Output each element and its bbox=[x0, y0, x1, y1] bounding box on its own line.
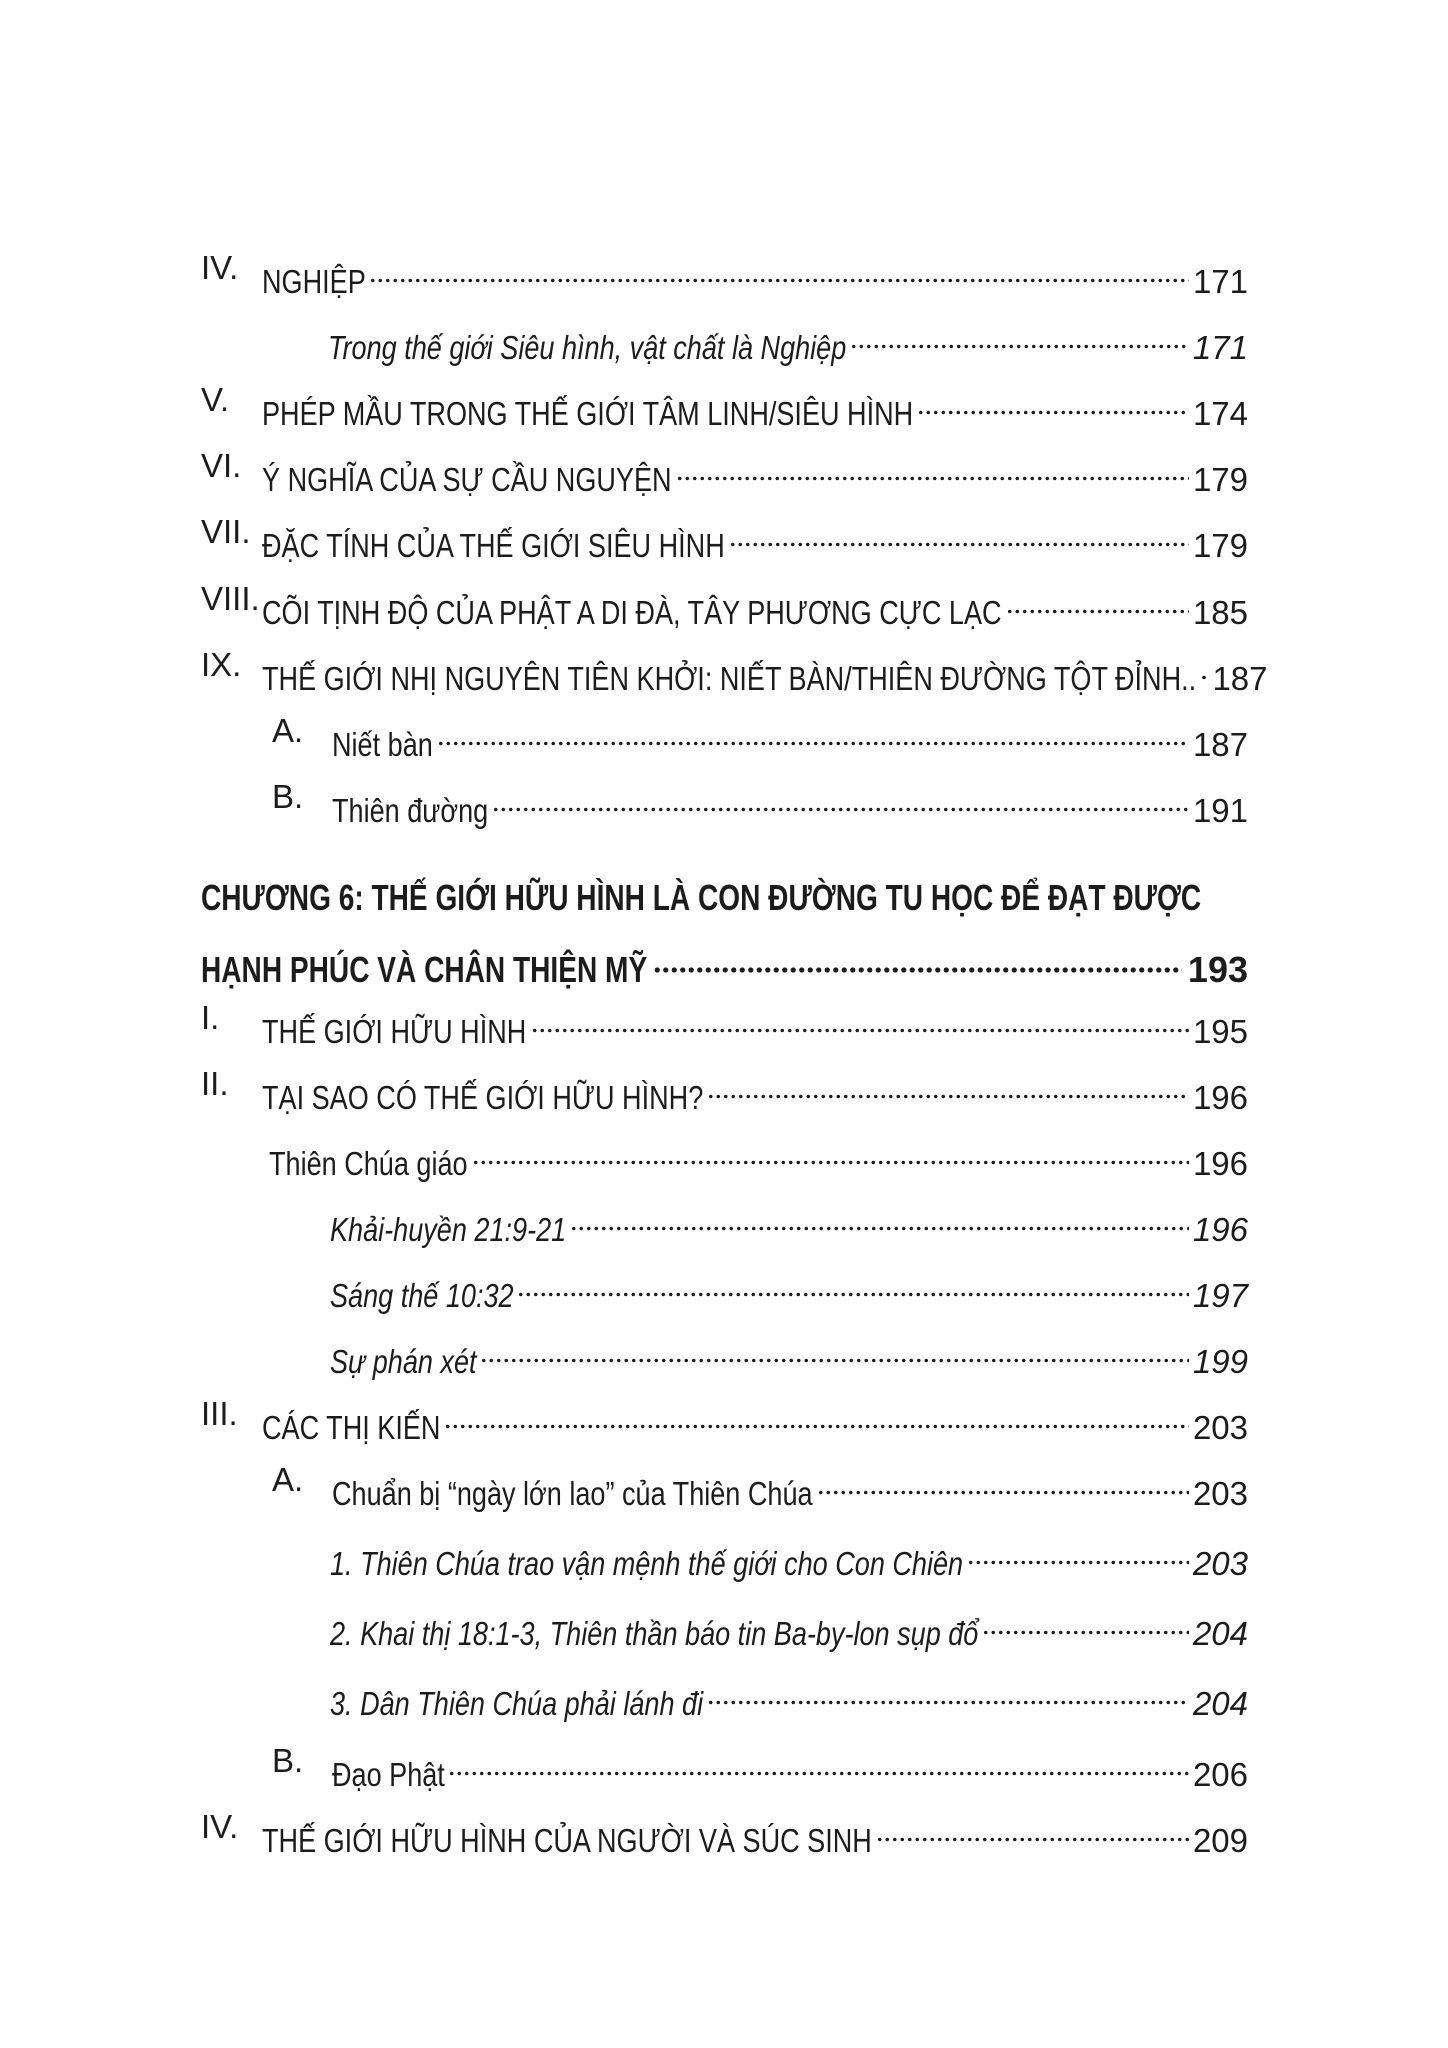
toc-entry-title: Sáng thế 10:32 bbox=[330, 1277, 514, 1314]
toc-entry-row bbox=[332, 706, 1248, 763]
toc-entry-c6-ii-tcg bbox=[0, 1125, 1448, 1182]
toc-entry-page: 204 bbox=[1192, 1615, 1248, 1652]
toc-entry-c6-ii-px bbox=[0, 1323, 1448, 1380]
toc-entry-page: 171 bbox=[1192, 329, 1248, 366]
leader-dots bbox=[676, 441, 1189, 491]
toc-entry-page: 196 bbox=[1192, 1211, 1248, 1248]
toc-entry-title: Thiên đường bbox=[332, 792, 489, 829]
leader-dots bbox=[517, 1257, 1188, 1307]
toc-entry-page: 197 bbox=[1192, 1277, 1248, 1314]
toc-entry-title: CÕI TỊNH ĐỘ CỦA PHẬT A DI ĐÀ, TÂY PHƯƠNG CỰC LẠC bbox=[262, 594, 1002, 631]
leader-dots bbox=[437, 706, 1189, 756]
toc-entry-page: 203 bbox=[1192, 1409, 1248, 1446]
leader-dots bbox=[480, 1323, 1189, 1373]
toc-entry-title: Trong thế giới Siêu hình, vật chất là Nghiệp bbox=[328, 329, 847, 366]
toc-entry-c6-iii-a1 bbox=[0, 1525, 1448, 1582]
leader-dots bbox=[472, 1125, 1189, 1175]
toc-entry-c6-ii-st bbox=[0, 1257, 1448, 1314]
toc-entry-title: Đạo Phật bbox=[332, 1756, 445, 1793]
toc-entry-title: THẾ GIỚI HỮU HÌNH bbox=[262, 1013, 527, 1050]
toc-entry-row bbox=[330, 1665, 1248, 1722]
chapter-title-line-2: HẠNH PHÚC VÀ CHÂN THIỆN MỸ bbox=[201, 949, 648, 990]
toc-entry-title: ĐẶC TÍNH CỦA THẾ GIỚI SIÊU HÌNH bbox=[262, 527, 725, 564]
toc-entry-title: 1. Thiên Chúa trao vận mệnh thế giới cho Con Chiên bbox=[330, 1545, 964, 1582]
toc-entry-title: Chuẩn bị “ngày lớn lao” của Thiên Chúa bbox=[332, 1475, 813, 1512]
toc-entry-number: VII. bbox=[201, 513, 251, 550]
toc-entry-row bbox=[332, 1736, 1248, 1793]
toc-entry-vi bbox=[0, 441, 1448, 498]
toc-entry-c6-iii-a3 bbox=[0, 1665, 1448, 1722]
toc-entry-row bbox=[262, 507, 1248, 564]
toc-entry-title: PHÉP MẦU TRONG THẾ GIỚI TÂM LINH/SIÊU HÌNH bbox=[262, 395, 914, 432]
toc-entry-iv-sub bbox=[0, 309, 1448, 366]
toc-entry-number: III. bbox=[201, 1395, 238, 1432]
toc-entry-page: 179 bbox=[1192, 461, 1248, 498]
leader-dots bbox=[448, 1736, 1189, 1786]
toc-entry-row bbox=[262, 574, 1248, 631]
toc-entry-page: 179 bbox=[1192, 527, 1248, 564]
leader-dots bbox=[850, 309, 1189, 359]
toc-entry-row bbox=[262, 1389, 1248, 1446]
toc-entry-title: THẾ GIỚI NHỊ NGUYÊN TIÊN KHỞI: NIẾT BÀN/THIÊN ĐƯỜNG TỘT ĐỈNH.. bbox=[262, 660, 1197, 697]
toc-entry-row bbox=[332, 1455, 1248, 1512]
toc-entry-row bbox=[262, 993, 1248, 1050]
leader-dots bbox=[492, 772, 1189, 822]
toc-entry-c6-i bbox=[0, 993, 1448, 1050]
chapter-title-line-1: CHƯƠNG 6: THẾ GIỚI HỮU HÌNH LÀ CON ĐƯỜNG TU HỌC ĐỂ ĐẠT ĐƯỢC bbox=[201, 877, 1202, 918]
toc-entry-row bbox=[330, 1257, 1248, 1314]
toc-entry-title: Ý NGHĨA CỦA SỰ CẦU NGUYỆN bbox=[262, 461, 672, 498]
leader-dots bbox=[917, 375, 1189, 425]
leader-dots bbox=[369, 243, 1189, 293]
toc-entry-number: VI. bbox=[201, 447, 242, 484]
toc-entry-v bbox=[0, 375, 1448, 432]
toc-entry-ix-a bbox=[0, 706, 1448, 763]
toc-entry-page: 206 bbox=[1192, 1756, 1248, 1793]
leader-dots bbox=[1200, 640, 1208, 690]
toc-entry-row bbox=[262, 1802, 1248, 1859]
toc-entry-c6-ii bbox=[0, 1059, 1448, 1116]
toc-entry-number: I. bbox=[201, 999, 220, 1036]
toc-entry-page: 196 bbox=[1192, 1079, 1248, 1116]
toc-entry-number: A. bbox=[272, 1461, 304, 1498]
toc-entry-ix-b bbox=[0, 772, 1448, 829]
toc-entry-title: Niết bàn bbox=[332, 726, 433, 763]
leader-dots bbox=[707, 1059, 1189, 1109]
toc-entry-number: V. bbox=[201, 381, 230, 418]
toc-entry-page: 195 bbox=[1192, 1013, 1248, 1050]
toc-entry-row bbox=[262, 1059, 1248, 1116]
toc-entry-number: VIII. bbox=[201, 580, 260, 617]
chapter-heading bbox=[201, 870, 1248, 990]
toc-entry-page: 209 bbox=[1192, 1822, 1248, 1859]
chapter-page: 193 bbox=[1187, 949, 1248, 990]
toc-entry-page: 203 bbox=[1192, 1475, 1248, 1512]
toc-entry-page: 187 bbox=[1192, 726, 1248, 763]
toc-entry-title: NGHIỆP bbox=[262, 263, 366, 300]
leader-dots bbox=[967, 1525, 1189, 1575]
toc-entry-title: TẠI SAO CÓ THẾ GIỚI HỮU HÌNH? bbox=[262, 1079, 704, 1116]
toc-entry-page: 191 bbox=[1192, 792, 1248, 829]
toc-entry-c6-iii bbox=[0, 1389, 1448, 1446]
toc-entry-page: 196 bbox=[1192, 1145, 1248, 1182]
toc-entry-title: Khải-huyền 21:9-21 bbox=[330, 1211, 567, 1248]
toc-entry-title: Thiên Chúa giáo bbox=[269, 1145, 468, 1182]
toc-entry-viii bbox=[0, 574, 1448, 631]
toc-entry-page: 204 bbox=[1192, 1685, 1248, 1722]
toc-entry-title: Sự phán xét bbox=[330, 1343, 477, 1380]
toc-entry-row bbox=[262, 243, 1248, 300]
toc-entry-row bbox=[328, 309, 1248, 366]
leader-dots bbox=[817, 1455, 1189, 1505]
toc-entry-page: 199 bbox=[1192, 1343, 1248, 1380]
toc-entry-page: 185 bbox=[1192, 594, 1248, 631]
leader-dots bbox=[982, 1595, 1189, 1645]
leader-dots bbox=[729, 507, 1189, 557]
toc-entry-row bbox=[262, 375, 1248, 432]
toc-entry-c6-ii-kh bbox=[0, 1191, 1448, 1248]
toc-entry-row bbox=[330, 1595, 1248, 1652]
toc-entry-page: 174 bbox=[1192, 395, 1248, 432]
toc-entry-page: 171 bbox=[1192, 263, 1248, 300]
toc-entry-page: 203 bbox=[1192, 1545, 1248, 1582]
toc-entry-title: THẾ GIỚI HỮU HÌNH CỦA NGƯỜI VÀ SÚC SINH bbox=[262, 1822, 872, 1859]
leader-dots bbox=[570, 1191, 1189, 1241]
toc-entry-number: IV. bbox=[201, 1808, 239, 1845]
toc-entry-title: 2. Khai thị 18:1-3, Thiên thần báo tin Ba-by-lon sụp đổ bbox=[330, 1615, 979, 1652]
toc-entry-row bbox=[330, 1191, 1248, 1248]
toc-entry-vii bbox=[0, 507, 1448, 564]
leader-dots bbox=[876, 1802, 1189, 1852]
leader-dots bbox=[653, 926, 1182, 982]
toc-entry-number: IV. bbox=[201, 249, 239, 286]
toc-entry-title: CÁC THỊ KIẾN bbox=[262, 1409, 441, 1446]
leader-dots bbox=[707, 1665, 1189, 1715]
toc-entry-c6-iv bbox=[0, 1802, 1448, 1859]
leader-dots bbox=[1006, 574, 1189, 624]
toc-entry-c6-iii-a2 bbox=[0, 1595, 1448, 1652]
leader-dots bbox=[531, 993, 1189, 1043]
toc-entry-row bbox=[330, 1323, 1248, 1380]
leader-dots bbox=[444, 1389, 1189, 1439]
toc-entry-row bbox=[262, 441, 1248, 498]
toc-entry-c6-iii-a bbox=[0, 1455, 1448, 1512]
toc-entry-title: 3. Dân Thiên Chúa phải lánh đi bbox=[330, 1685, 704, 1722]
toc-entry-number: IX. bbox=[201, 646, 242, 683]
toc-entry-number: A. bbox=[272, 712, 304, 749]
toc-entry-page: 187 bbox=[1212, 660, 1268, 697]
toc-entry-number: B. bbox=[272, 778, 304, 815]
toc-entry-row bbox=[330, 1525, 1248, 1582]
toc-entry-row bbox=[269, 1125, 1248, 1182]
toc-entry-number: II. bbox=[201, 1065, 229, 1102]
toc-entry-ix bbox=[0, 640, 1448, 697]
toc-entry-row bbox=[262, 640, 1268, 697]
chapter-title-row bbox=[201, 926, 1248, 990]
toc-entry-c6-iii-b bbox=[0, 1736, 1448, 1793]
toc-entry-number: B. bbox=[272, 1742, 304, 1779]
toc-entry-row bbox=[332, 772, 1248, 829]
toc-entry-iv bbox=[0, 243, 1448, 300]
